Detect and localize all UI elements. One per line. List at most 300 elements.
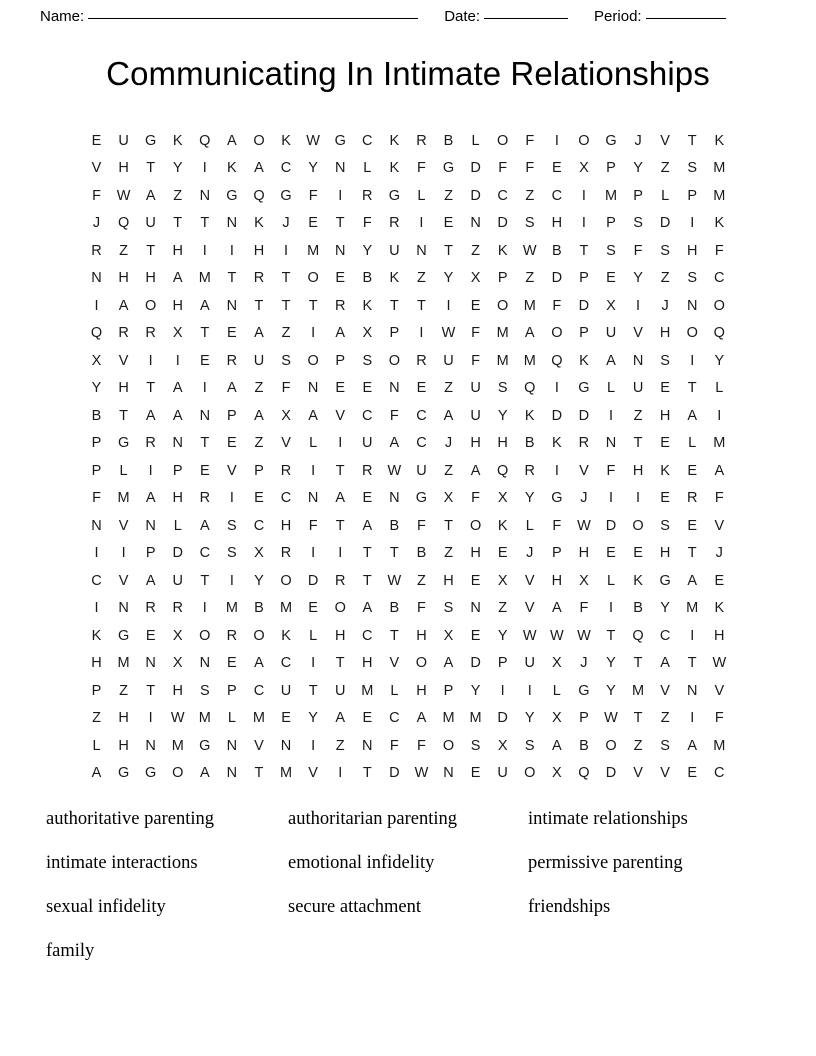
grid-cell[interactable]: V	[660, 682, 670, 699]
grid-cell[interactable]: R	[145, 435, 156, 452]
grid-cell[interactable]: F	[281, 380, 291, 397]
grid-cell[interactable]: K	[497, 242, 508, 259]
grid-cell[interactable]: K	[660, 462, 670, 479]
grid-cell[interactable]: H	[416, 682, 427, 699]
grid-cell[interactable]: M	[117, 490, 130, 507]
grid-cell[interactable]: I	[148, 352, 153, 369]
grid-cell[interactable]: W	[712, 655, 727, 672]
grid-cell[interactable]: Y	[606, 682, 616, 699]
grid-cell[interactable]: R	[362, 187, 373, 204]
grid-cell[interactable]: O	[632, 517, 644, 534]
grid-cell[interactable]: N	[686, 682, 698, 699]
grid-cell[interactable]: S	[281, 352, 291, 369]
grid-cell[interactable]: N	[199, 407, 211, 424]
grid-cell[interactable]: F	[714, 490, 724, 507]
grid-cell[interactable]: W	[549, 627, 564, 644]
grid-cell[interactable]: G	[605, 132, 617, 149]
grid-cell[interactable]: T	[362, 765, 372, 782]
grid-cell[interactable]: M	[280, 600, 293, 617]
grid-cell[interactable]: D	[551, 407, 563, 424]
grid-cell[interactable]: H	[714, 627, 725, 644]
grid-cell[interactable]: A	[335, 325, 346, 342]
grid-cell[interactable]: H	[172, 242, 183, 259]
grid-cell[interactable]: G	[578, 380, 590, 397]
grid-cell[interactable]: L	[119, 462, 128, 479]
grid-cell[interactable]: X	[172, 655, 183, 672]
grid-cell[interactable]: J	[580, 490, 588, 507]
grid-cell[interactable]: J	[634, 132, 642, 149]
grid-cell[interactable]: A	[335, 710, 346, 727]
grid-cell[interactable]: D	[470, 160, 481, 177]
grid-cell[interactable]: B	[254, 600, 264, 617]
grid-cell[interactable]: H	[118, 710, 129, 727]
grid-cell[interactable]: V	[714, 682, 725, 699]
grid-cell[interactable]: A	[308, 407, 318, 424]
grid-cell[interactable]: T	[389, 297, 399, 314]
grid-cell[interactable]: Z	[660, 160, 670, 177]
grid-cell[interactable]: G	[145, 132, 157, 149]
grid-cell[interactable]: C	[91, 572, 102, 589]
grid-cell[interactable]: O	[307, 352, 319, 369]
grid-cell[interactable]: R	[145, 325, 156, 342]
grid-cell[interactable]: N	[280, 737, 292, 754]
grid-cell[interactable]: A	[118, 297, 129, 314]
grid-cell[interactable]: L	[390, 682, 399, 699]
grid-cell[interactable]: H	[416, 627, 427, 644]
grid-cell[interactable]: N	[443, 765, 454, 782]
grid-cell[interactable]: I	[554, 132, 559, 149]
grid-cell[interactable]: F	[92, 490, 101, 507]
grid-cell[interactable]: L	[363, 160, 372, 177]
grid-cell[interactable]: H	[497, 435, 508, 452]
grid-cell[interactable]: E	[687, 462, 698, 479]
grid-cell[interactable]: T	[308, 297, 318, 314]
grid-cell[interactable]: E	[308, 600, 318, 617]
grid-cell[interactable]: T	[281, 270, 291, 287]
grid-cell[interactable]: H	[470, 435, 481, 452]
grid-cell[interactable]: E	[335, 270, 346, 287]
grid-cell[interactable]: T	[606, 627, 616, 644]
grid-cell[interactable]: P	[145, 545, 156, 562]
grid-cell[interactable]: N	[145, 737, 156, 754]
grid-cell[interactable]: I	[94, 297, 99, 314]
grid-cell[interactable]: E	[606, 270, 616, 287]
grid-cell[interactable]: A	[254, 325, 264, 342]
grid-cell[interactable]: A	[227, 380, 237, 397]
grid-cell[interactable]: I	[500, 682, 505, 699]
grid-cell[interactable]: H	[551, 215, 563, 232]
grid-cell[interactable]: Y	[497, 407, 508, 424]
grid-cell[interactable]: H	[118, 160, 129, 177]
grid-cell[interactable]: C	[389, 710, 400, 727]
grid-cell[interactable]: O	[145, 297, 157, 314]
grid-cell[interactable]: G	[117, 627, 130, 644]
grid-cell[interactable]: E	[281, 710, 291, 727]
grid-cell[interactable]: R	[280, 462, 292, 479]
grid-cell[interactable]: I	[608, 600, 613, 617]
grid-cell[interactable]: F	[417, 160, 426, 177]
grid-cell[interactable]: M	[523, 352, 536, 369]
grid-cell[interactable]: T	[362, 545, 372, 562]
grid-cell[interactable]: N	[145, 517, 156, 534]
grid-cell[interactable]: C	[280, 655, 292, 672]
grid-cell[interactable]: A	[687, 572, 698, 589]
grid-cell[interactable]: Z	[633, 737, 643, 754]
grid-cell[interactable]: K	[254, 215, 264, 232]
grid-cell[interactable]: K	[551, 435, 562, 452]
grid-cell[interactable]: H	[172, 490, 183, 507]
grid-cell[interactable]: T	[444, 517, 453, 534]
grid-cell[interactable]: W	[306, 132, 320, 149]
grid-cell[interactable]: Y	[524, 710, 535, 727]
grid-cell[interactable]: K	[633, 572, 643, 589]
grid-cell[interactable]: J	[526, 545, 534, 562]
grid-cell[interactable]: B	[91, 407, 102, 424]
grid-cell[interactable]: I	[202, 600, 207, 617]
grid-cell[interactable]: I	[338, 435, 343, 452]
grid-cell[interactable]: A	[172, 407, 183, 424]
grid-cell[interactable]: X	[579, 572, 589, 589]
grid-cell[interactable]: G	[117, 765, 130, 782]
grid-cell[interactable]: T	[687, 132, 697, 149]
grid-cell[interactable]: N	[118, 600, 129, 617]
grid-cell[interactable]: H	[118, 737, 129, 754]
grid-cell[interactable]: B	[362, 270, 373, 287]
grid-cell[interactable]: C	[362, 627, 373, 644]
grid-cell[interactable]: E	[199, 462, 210, 479]
grid-cell[interactable]: E	[227, 655, 237, 672]
grid-cell[interactable]: C	[416, 435, 427, 452]
grid-cell[interactable]: K	[172, 132, 183, 149]
grid-cell[interactable]: H	[145, 270, 156, 287]
grid-cell[interactable]: M	[198, 710, 211, 727]
grid-cell[interactable]: L	[525, 517, 534, 534]
grid-cell[interactable]: I	[148, 462, 153, 479]
grid-cell[interactable]: Z	[525, 187, 535, 204]
grid-cell[interactable]: I	[690, 710, 695, 727]
grid-cell[interactable]: G	[117, 435, 130, 452]
grid-cell[interactable]: I	[690, 627, 695, 644]
grid-cell[interactable]: T	[119, 407, 128, 424]
grid-cell[interactable]: X	[281, 407, 291, 424]
grid-cell[interactable]: I	[338, 765, 343, 782]
grid-cell[interactable]: Y	[660, 600, 670, 617]
grid-cell[interactable]: K	[281, 627, 291, 644]
grid-cell[interactable]: P	[443, 682, 454, 699]
grid-cell[interactable]: P	[389, 325, 400, 342]
grid-cell[interactable]: O	[415, 655, 428, 672]
grid-cell[interactable]: A	[254, 407, 264, 424]
grid-cell[interactable]: I	[419, 325, 424, 342]
grid-cell[interactable]: N	[307, 380, 319, 397]
grid-cell[interactable]: S	[470, 737, 481, 754]
grid-cell[interactable]: X	[443, 627, 454, 644]
grid-cell[interactable]: G	[145, 765, 157, 782]
grid-cell[interactable]: A	[172, 380, 183, 397]
grid-cell[interactable]: I	[717, 407, 722, 424]
grid-cell[interactable]: F	[714, 242, 724, 259]
grid-cell[interactable]: I	[202, 242, 207, 259]
grid-cell[interactable]: U	[470, 380, 481, 397]
grid-cell[interactable]: L	[688, 435, 697, 452]
grid-cell[interactable]: J	[92, 215, 101, 232]
grid-cell[interactable]: I	[608, 407, 613, 424]
grid-cell[interactable]: P	[497, 655, 508, 672]
grid-cell[interactable]: W	[522, 242, 537, 259]
grid-cell[interactable]: G	[280, 187, 292, 204]
grid-cell[interactable]: L	[471, 132, 480, 149]
grid-cell[interactable]: L	[309, 627, 318, 644]
grid-cell[interactable]: Q	[199, 132, 211, 149]
grid-cell[interactable]: Q	[551, 352, 563, 369]
grid-cell[interactable]: N	[199, 655, 211, 672]
grid-cell[interactable]: E	[227, 435, 237, 452]
grid-cell[interactable]: M	[686, 600, 699, 617]
grid-cell[interactable]: U	[443, 352, 454, 369]
grid-cell[interactable]: C	[199, 545, 211, 562]
grid-cell[interactable]: T	[579, 242, 589, 259]
grid-cell[interactable]: E	[335, 380, 346, 397]
word-list-item[interactable]: secure attachment	[288, 897, 422, 917]
date-field[interactable]	[444, 8, 568, 25]
grid-cell[interactable]: I	[419, 215, 424, 232]
grid-cell[interactable]: R	[686, 490, 698, 507]
grid-cell[interactable]: O	[469, 517, 482, 534]
grid-cell[interactable]: T	[335, 517, 345, 534]
grid-cell[interactable]: U	[416, 462, 427, 479]
grid-cell[interactable]: D	[389, 765, 400, 782]
grid-cell[interactable]: I	[311, 462, 316, 479]
grid-cell[interactable]: C	[497, 187, 508, 204]
grid-cell[interactable]: M	[361, 682, 374, 699]
grid-cell[interactable]: R	[416, 132, 427, 149]
grid-cell[interactable]: H	[443, 572, 454, 589]
grid-cell[interactable]: A	[551, 737, 562, 754]
grid-cell[interactable]: M	[604, 187, 618, 204]
grid-cell[interactable]: P	[254, 462, 264, 479]
grid-cell[interactable]: H	[470, 545, 481, 562]
grid-cell[interactable]: O	[442, 737, 455, 754]
grid-cell[interactable]: N	[632, 352, 644, 369]
grid-cell[interactable]: S	[362, 352, 373, 369]
grid-cell[interactable]: V	[281, 435, 291, 452]
grid-cell[interactable]: A	[172, 270, 183, 287]
grid-cell[interactable]: H	[91, 655, 102, 672]
grid-cell[interactable]: Y	[606, 655, 616, 672]
grid-cell[interactable]: X	[470, 270, 481, 287]
grid-cell[interactable]: Z	[335, 737, 345, 754]
grid-cell[interactable]: A	[470, 462, 481, 479]
grid-cell[interactable]: T	[417, 297, 426, 314]
grid-cell[interactable]: E	[633, 545, 643, 562]
grid-cell[interactable]: I	[94, 600, 99, 617]
grid-cell[interactable]: W	[604, 710, 618, 727]
grid-cell[interactable]: L	[552, 682, 561, 699]
grid-cell[interactable]: R	[416, 352, 427, 369]
grid-cell[interactable]: I	[175, 352, 180, 369]
grid-cell[interactable]: K	[497, 517, 508, 534]
grid-cell[interactable]: X	[551, 765, 562, 782]
grid-cell[interactable]: M	[469, 710, 482, 727]
grid-cell[interactable]: T	[254, 765, 264, 782]
grid-cell[interactable]: R	[118, 325, 129, 342]
word-list-item[interactable]: intimate interactions	[46, 853, 198, 873]
grid-cell[interactable]: A	[254, 160, 264, 177]
grid-cell[interactable]: Y	[443, 270, 454, 287]
grid-cell[interactable]: X	[443, 490, 454, 507]
grid-cell[interactable]: T	[200, 215, 210, 232]
grid-cell[interactable]: Z	[417, 572, 426, 589]
grid-cell[interactable]: O	[605, 737, 617, 754]
grid-cell[interactable]: S	[443, 600, 454, 617]
grid-cell[interactable]: K	[389, 270, 400, 287]
grid-cell[interactable]: N	[686, 297, 698, 314]
grid-cell[interactable]: Z	[119, 682, 128, 699]
grid-cell[interactable]: A	[606, 352, 616, 369]
grid-cell[interactable]: O	[497, 297, 509, 314]
grid-cell[interactable]: Z	[444, 380, 453, 397]
grid-cell[interactable]: G	[442, 160, 455, 177]
grid-cell[interactable]: B	[633, 600, 643, 617]
grid-cell[interactable]: A	[145, 490, 156, 507]
grid-cell[interactable]: Z	[281, 325, 291, 342]
grid-cell[interactable]: O	[388, 352, 400, 369]
grid-cell[interactable]: T	[335, 462, 345, 479]
grid-cell[interactable]: E	[470, 627, 481, 644]
grid-cell[interactable]: V	[118, 517, 129, 534]
grid-cell[interactable]: R	[172, 600, 183, 617]
grid-cell[interactable]: O	[172, 765, 184, 782]
grid-cell[interactable]: F	[606, 462, 616, 479]
grid-cell[interactable]: A	[91, 765, 102, 782]
grid-cell[interactable]: C	[362, 407, 373, 424]
grid-cell[interactable]: K	[362, 297, 373, 314]
grid-cell[interactable]: D	[470, 187, 481, 204]
grid-cell[interactable]: K	[714, 132, 725, 149]
grid-cell[interactable]: Y	[497, 627, 508, 644]
grid-cell[interactable]: E	[714, 572, 725, 589]
grid-cell[interactable]: D	[497, 215, 508, 232]
grid-cell[interactable]: P	[335, 352, 346, 369]
grid-cell[interactable]: G	[415, 490, 428, 507]
grid-cell[interactable]: C	[416, 407, 427, 424]
grid-cell[interactable]: K	[389, 160, 400, 177]
grid-cell[interactable]: T	[281, 297, 291, 314]
grid-cell[interactable]: I	[229, 242, 234, 259]
grid-cell[interactable]: U	[253, 352, 265, 369]
grid-cell[interactable]: G	[334, 132, 346, 149]
grid-cell[interactable]: M	[713, 160, 726, 177]
grid-cell[interactable]: D	[605, 765, 617, 782]
grid-cell[interactable]: V	[579, 462, 589, 479]
grid-cell[interactable]: N	[470, 600, 481, 617]
grid-cell[interactable]: W	[116, 187, 131, 204]
grid-cell[interactable]: Y	[308, 160, 318, 177]
grid-cell[interactable]: R	[389, 215, 400, 232]
grid-cell[interactable]: A	[389, 435, 400, 452]
grid-cell[interactable]: E	[199, 352, 210, 369]
grid-cell[interactable]: K	[524, 407, 535, 424]
grid-cell[interactable]: P	[497, 270, 508, 287]
grid-cell[interactable]: I	[311, 737, 316, 754]
grid-cell[interactable]: S	[633, 215, 643, 232]
grid-cell[interactable]: Y	[172, 160, 183, 177]
grid-cell[interactable]: V	[118, 572, 129, 589]
grid-cell[interactable]: A	[443, 655, 454, 672]
grid-cell[interactable]: K	[227, 160, 237, 177]
grid-cell[interactable]: V	[118, 352, 129, 369]
grid-cell[interactable]: Y	[633, 160, 643, 177]
grid-cell[interactable]: V	[308, 765, 318, 782]
grid-cell[interactable]: P	[606, 160, 616, 177]
grid-cell[interactable]: I	[690, 215, 695, 232]
name-input-rule[interactable]	[88, 18, 418, 19]
grid-cell[interactable]: T	[227, 270, 237, 287]
grid-cell[interactable]: V	[389, 655, 400, 672]
grid-cell[interactable]: B	[579, 737, 589, 754]
grid-cell[interactable]: Z	[254, 435, 264, 452]
grid-cell[interactable]: A	[416, 710, 427, 727]
grid-cell[interactable]: R	[334, 572, 346, 589]
grid-cell[interactable]: R	[524, 462, 535, 479]
grid-cell[interactable]: W	[441, 325, 456, 342]
grid-cell[interactable]: S	[524, 737, 535, 754]
grid-cell[interactable]: E	[145, 627, 156, 644]
grid-cell[interactable]: I	[121, 545, 126, 562]
grid-cell[interactable]: S	[660, 517, 670, 534]
grid-cell[interactable]: I	[636, 297, 641, 314]
grid-cell[interactable]: Z	[254, 380, 264, 397]
grid-cell[interactable]: W	[577, 627, 591, 644]
grid-cell[interactable]: A	[335, 490, 346, 507]
grid-cell[interactable]: P	[687, 187, 698, 204]
grid-cell[interactable]: U	[497, 765, 508, 782]
grid-cell[interactable]: I	[311, 325, 316, 342]
grid-cell[interactable]: N	[389, 380, 400, 397]
grid-cell[interactable]: T	[389, 627, 399, 644]
grid-cell[interactable]: X	[91, 352, 102, 369]
grid-cell[interactable]: Q	[713, 325, 725, 342]
grid-cell[interactable]: A	[199, 517, 210, 534]
grid-cell[interactable]: V	[524, 600, 535, 617]
grid-cell[interactable]: O	[307, 270, 319, 287]
grid-cell[interactable]: A	[145, 187, 156, 204]
grid-cell[interactable]: Q	[253, 187, 265, 204]
grid-cell[interactable]: E	[470, 297, 481, 314]
grid-cell[interactable]: U	[118, 132, 129, 149]
grid-cell[interactable]: I	[148, 710, 153, 727]
grid-cell[interactable]: N	[605, 435, 617, 452]
grid-cell[interactable]: Q	[90, 325, 103, 342]
grid-cell[interactable]: T	[633, 655, 643, 672]
word-list-item[interactable]: family	[46, 941, 95, 961]
grid-cell[interactable]: N	[91, 517, 102, 534]
grid-cell[interactable]: T	[687, 380, 697, 397]
grid-cell[interactable]: K	[91, 627, 102, 644]
grid-cell[interactable]: F	[308, 187, 318, 204]
grid-cell[interactable]: F	[417, 517, 426, 534]
grid-cell[interactable]: F	[471, 325, 481, 342]
grid-cell[interactable]: N	[334, 242, 346, 259]
grid-cell[interactable]: A	[362, 600, 373, 617]
grid-cell[interactable]: T	[308, 682, 318, 699]
grid-cell[interactable]: T	[335, 655, 345, 672]
grid-cell[interactable]: N	[389, 490, 400, 507]
grid-cell[interactable]: P	[579, 710, 589, 727]
grid-cell[interactable]: F	[471, 352, 481, 369]
grid-cell[interactable]: X	[579, 160, 589, 177]
grid-cell[interactable]: X	[254, 545, 264, 562]
